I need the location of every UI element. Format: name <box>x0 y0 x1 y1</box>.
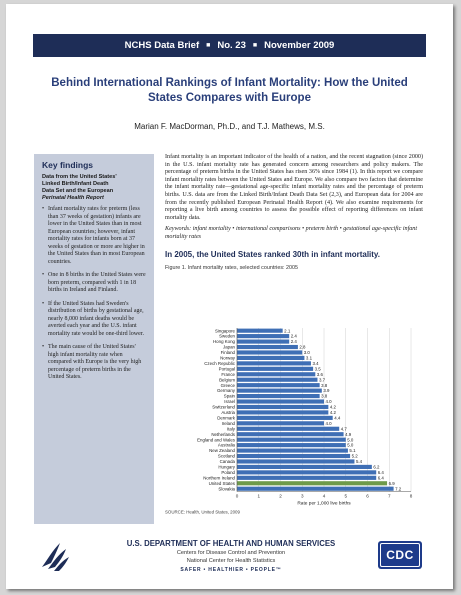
bar <box>237 394 320 398</box>
key-findings-heading: Key findings <box>42 160 94 170</box>
header-separator: ■ <box>206 42 211 49</box>
header-separator: ■ <box>252 42 258 49</box>
bar <box>237 427 339 431</box>
bar <box>237 470 376 474</box>
value-label: 5.0 <box>347 442 354 448</box>
bar <box>237 443 346 447</box>
value-label: 6.4 <box>377 469 384 475</box>
bar <box>237 421 324 425</box>
x-tick-label: 0 <box>235 493 239 499</box>
x-tick-label: 6 <box>366 493 369 499</box>
value-label: 4.0 <box>325 420 332 426</box>
footer-tagline: SAFER • HEALTHIER • PEOPLE™ <box>180 567 282 573</box>
bar <box>237 405 328 409</box>
finding-item: • Infant mortality rates for preterm (less than 37 weeks of gestation) infants are lower in the United States than in most European countries; however, infant mortality rates for infants born at 37 weeks of gestation or more are higher in the United States than in most European countries. <box>42 206 146 266</box>
category-label: Scotland <box>217 453 235 459</box>
cdc-logo: CDC <box>378 541 422 569</box>
findings-list <box>42 206 146 382</box>
category-label: Japan <box>223 344 235 350</box>
category-label: Hong Kong <box>213 339 235 345</box>
value-label: 6.9 <box>388 480 395 486</box>
bar <box>237 367 313 371</box>
category-label: France <box>221 371 235 377</box>
value-label: 7.2 <box>395 486 402 492</box>
figure-caption: Figure 1. Infant mortality rates, selected countries: 2005 <box>165 264 299 271</box>
value-label: 3.7 <box>318 377 326 383</box>
intro-paragraph: Infant mortality is an important indicator of the health of a nation, and the recent stagnation (since 2000) in the U.S. infant mortality rate has generated concern among researchers and policy makers. The percentage of preterm births in the United States has risen 36% since 1984 (1). In this report we compare infant mortality rates between the United States and Europe. We also compare two factors that determine the infant mortality rate—gestational age-specific infant mortality rates and the percentage of preterm births. U.S. data are from the Linked Birth/Infant Death Data Set (2,3), and European data for 2004 are from the recently published European Perinatal Health Report (4). We also examine requirements for reporting a live birth among countries to assess the possible effect of reporting differences on infant mortality data. <box>165 154 423 221</box>
category-label: Ireland <box>221 420 235 426</box>
report-title: Behind International Rankings of Infant Mortality: How the United States Compares with Europe <box>51 77 408 104</box>
category-label: Australia <box>217 442 235 448</box>
value-label: 6.4 <box>377 475 384 481</box>
category-label: Spain <box>223 393 235 399</box>
value-label: 3.0 <box>303 350 310 356</box>
value-label: 3.4 <box>312 360 319 366</box>
bar <box>237 481 387 485</box>
main-column <box>165 154 423 271</box>
finding-item: • If the United States had Sweden's distribution of births by gestational age, nearly 8,000 infant deaths would be averted each year and the U.S. infant mortality rate would be one-third lower. <box>42 301 146 339</box>
category-label: Denmark <box>217 415 235 421</box>
bar <box>237 334 289 338</box>
category-label: Poland <box>221 469 235 475</box>
source-line: Data from the United States' <box>42 174 117 180</box>
source-line: Perinatal Health Report <box>42 195 104 201</box>
category-label: Finland <box>220 350 235 356</box>
value-label: 2.4 <box>290 339 297 345</box>
x-tick-label: 8 <box>409 493 413 499</box>
value-label: 2.8 <box>299 344 306 350</box>
value-label: 3.6 <box>316 371 323 377</box>
bar <box>237 438 346 442</box>
bar <box>237 476 376 480</box>
value-label: 6.2 <box>373 464 380 470</box>
bar <box>237 378 317 382</box>
bar <box>237 416 333 420</box>
bar <box>237 454 350 458</box>
authors: Marian F. MacDorman, Ph.D., and T.J. Mathews, M.S. <box>134 122 325 131</box>
category-label: Northern Ireland <box>203 475 235 481</box>
category-label: Greece <box>220 382 235 388</box>
bar <box>237 465 372 469</box>
value-label: 2.4 <box>290 333 297 339</box>
value-label: 5.1 <box>349 448 356 454</box>
key-findings-sidebar <box>34 154 154 524</box>
hhs-eagle-logo <box>38 537 72 573</box>
value-label: 3.1 <box>305 355 313 361</box>
category-label: Germany <box>216 388 235 394</box>
header-date: November 2009 <box>264 40 335 51</box>
category-label: Hungary <box>218 464 235 470</box>
footer <box>106 539 356 573</box>
header-number: No. 23 <box>217 40 246 51</box>
bar <box>237 345 298 349</box>
chart-heading: In 2005, the United States ranked 30th in infant mortality. <box>165 249 381 259</box>
x-tick-label: 2 <box>279 493 282 499</box>
bar <box>237 399 324 403</box>
bar <box>237 350 302 354</box>
finding-item: • The main cause of the United States' high infant mortality rate when compared with Europe is the very high percentage of preterm births in the United States. <box>42 344 146 382</box>
value-label: 3.5 <box>314 366 321 372</box>
category-label: Slovakia <box>218 486 235 492</box>
bar <box>237 487 394 491</box>
category-label: Switzerland <box>212 404 235 410</box>
category-label: Sweden <box>219 333 235 339</box>
category-label: England and Wales <box>197 437 235 443</box>
bar <box>237 449 348 453</box>
value-label: 4.2 <box>329 410 336 415</box>
bar <box>237 372 315 376</box>
bar <box>237 459 354 463</box>
category-label: Austria <box>221 410 235 415</box>
category-label: New Zealand <box>209 448 235 454</box>
category-label: Belgium <box>219 377 235 383</box>
category-label: United States <box>208 480 235 486</box>
x-tick-label: 3 <box>300 493 304 499</box>
value-label: 3.8 <box>321 382 328 388</box>
category-label: Portugal <box>218 366 235 372</box>
source-line: Linked Birth/Infant Death <box>42 181 109 187</box>
category-label: Czech Republic <box>204 360 235 366</box>
bar <box>237 410 328 414</box>
value-label: 5.0 <box>347 437 354 443</box>
bar <box>237 340 289 344</box>
x-axis-label: Rate per 1,000 live births <box>297 501 351 507</box>
document-page <box>6 4 453 589</box>
category-label: Canada <box>219 459 235 465</box>
header-series: NCHS Data Brief <box>124 40 200 51</box>
bar <box>237 361 311 365</box>
footer-department: U.S. DEPARTMENT OF HEALTH AND HUMAN SERVICES <box>126 539 336 548</box>
x-tick-label: 4 <box>322 493 326 499</box>
category-label: Israel <box>224 399 235 405</box>
infant-mortality-chart <box>165 322 423 532</box>
header-band <box>33 34 426 57</box>
value-label: 4.9 <box>345 431 352 437</box>
value-label: 3.8 <box>321 393 328 399</box>
chart-source: SOURCE: Health, United States, 2009 <box>165 509 240 515</box>
x-tick-label: 7 <box>387 493 391 499</box>
value-label: 2.1 <box>284 328 291 334</box>
keywords: Keywords: infant mortality • international comparisons • preterm birth • gestational age-specific infant mortality rates <box>165 226 418 240</box>
bar <box>237 383 320 387</box>
bar <box>237 389 322 393</box>
x-tick-label: 1 <box>257 493 261 499</box>
value-label: 4.4 <box>334 415 341 421</box>
footer-nchs-line: National Center for Health Statistics <box>186 558 276 564</box>
value-label: 5.4 <box>355 459 363 465</box>
category-label: Netherlands <box>211 431 235 437</box>
value-label: 4.2 <box>329 404 336 410</box>
value-label: 4.7 <box>340 426 347 432</box>
category-label: Italy <box>226 426 235 432</box>
bar <box>237 356 304 360</box>
category-label: Singapore <box>214 328 235 334</box>
bar <box>237 432 344 436</box>
x-tick-label: 5 <box>344 493 348 499</box>
value-label: 4.0 <box>325 399 332 405</box>
key-findings-source <box>42 174 146 202</box>
bar <box>237 329 283 333</box>
category-label: Norway <box>220 355 235 361</box>
source-line: Data Set and the European <box>42 188 114 194</box>
finding-item: • One in 8 births in the United States were born preterm, compared with 1 in 18 births in Ireland and Finland. <box>42 272 146 295</box>
footer-cdc-line: Centers for Disease Control and Prevention <box>176 550 286 556</box>
value-label: 5.2 <box>351 453 358 459</box>
value-label: 3.9 <box>323 388 330 394</box>
